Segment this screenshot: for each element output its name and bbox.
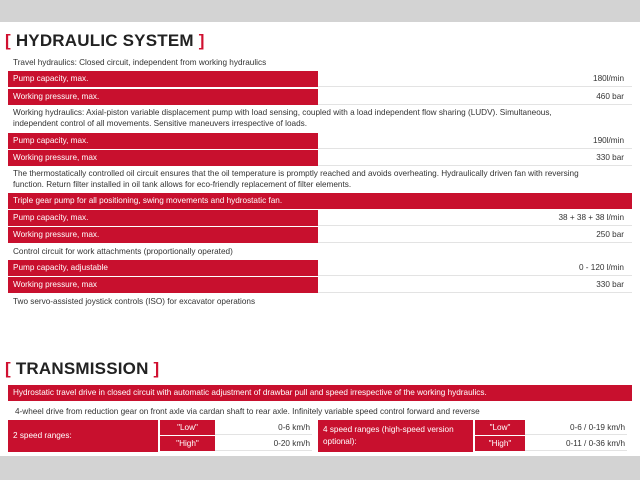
spec-label: Working pressure, max — [8, 277, 318, 293]
spec-row — [8, 133, 632, 149]
spec-row — [8, 89, 632, 105]
spec-label: Pump capacity, max. — [8, 71, 318, 87]
transmission-title-text: TRANSMISSION — [15, 359, 149, 378]
travel-hydraulics-text: Travel hydraulics: Closed circuit, independent from working hydraulics — [13, 58, 267, 67]
four-wheel-drive-text: 4-wheel drive from reduction gear on front axle via cardan shaft to rear axle. Infinitely variable speed control forward and reverse — [15, 407, 480, 416]
spec-row — [8, 260, 632, 276]
spec-row — [8, 227, 632, 243]
spec-row — [8, 71, 632, 87]
four-speed-low-label: "Low" — [475, 420, 525, 435]
spec-value: 250 bar — [318, 227, 632, 243]
spec-label: Pump capacity, max. — [8, 133, 318, 149]
spec-row — [8, 150, 632, 166]
two-speed-low-value: 0-6 km/h — [215, 420, 312, 435]
two-speed-high-value: 0-20 km/h — [215, 436, 312, 451]
spec-value: 330 bar — [318, 277, 632, 293]
spec-value: 460 bar — [318, 89, 632, 105]
spec-value: 180l/min — [318, 71, 632, 87]
spec-label: Pump capacity, max. — [8, 210, 318, 226]
four-speed-high-label: "High" — [475, 436, 525, 451]
four-speed-low-value: 0-6 / 0-19 km/h — [525, 420, 627, 435]
spec-label: Pump capacity, adjustable — [8, 260, 318, 276]
spec-row — [8, 210, 632, 226]
spec-value: 38 + 38 + 38 l/min — [318, 210, 632, 226]
transmission-section-title — [5, 359, 159, 379]
thermostat-text: The thermostatically controlled oil circuit ensures that the oil temperature is promptly reached and avoids overheating. Hydraulically driven fan with reversing function. Return filter installed in oil tank allows for eco-friendly replacement of filter elements. — [13, 169, 579, 189]
two-speed-label: 2 speed ranges: — [8, 420, 158, 452]
spec-label: Working pressure, max — [8, 150, 318, 166]
two-speed-low-label: "Low" — [160, 420, 215, 435]
title-bracket-open: [ — [5, 31, 11, 50]
spec-value: 330 bar — [318, 150, 632, 166]
spec-row — [8, 277, 632, 293]
working-hydraulics-text: Working hydraulics: Axial-piston variable displacement pump with load sensing, coupled with a load independent flow sharing (LUDV). Simultaneous, independent control of all movements. Sensitive maneuvers irrespective of loads. — [13, 108, 552, 128]
joystick-text: Two servo-assisted joystick controls (ISO) for excavator operations — [13, 297, 256, 306]
title-bracket-close: ] — [198, 31, 205, 50]
title-bracket-open: [ — [5, 359, 11, 378]
hydraulic-section-title — [5, 31, 205, 51]
title-bracket-close: ] — [153, 359, 160, 378]
top-margin — [0, 0, 640, 22]
spec-label: Working pressure, max. — [8, 89, 318, 105]
hydrostatic-drive-band: Hydrostatic travel drive in closed circuit with automatic adjustment of drawbar pull and speed irrespective of the working hydraulics. — [8, 385, 632, 401]
spec-label: Working pressure, max. — [8, 227, 318, 243]
spec-value: 0 - 120 l/min — [318, 260, 632, 276]
spec-value: 190l/min — [318, 133, 632, 149]
bottom-margin — [0, 456, 640, 480]
hydraulic-title-text: HYDRAULIC SYSTEM — [15, 31, 194, 50]
gear-pump-band: Triple gear pump for all positioning, swing movements and hydrostatic fan. — [8, 193, 632, 209]
control-circuit-text: Control circuit for work attachments (proportionally operated) — [13, 247, 233, 256]
two-speed-high-label: "High" — [160, 436, 215, 451]
four-speed-high-value: 0-11 / 0-36 km/h — [525, 436, 627, 451]
four-speed-label: 4 speed ranges (high-speed version optional): — [318, 420, 473, 452]
